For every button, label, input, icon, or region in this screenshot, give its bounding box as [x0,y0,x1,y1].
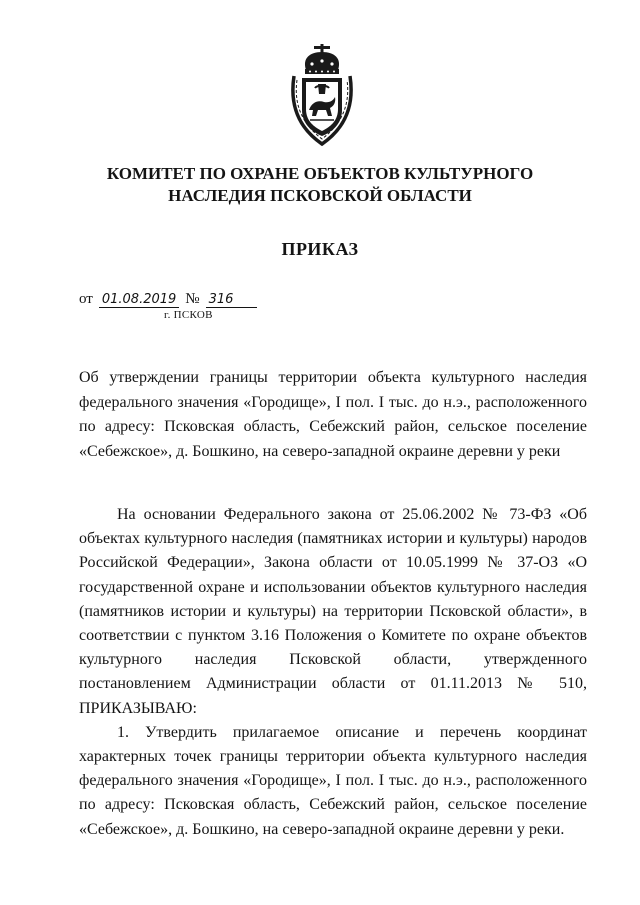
order-subject: Об утверждении границы территории объекта культурного наследия федерального значения «Городище», I пол. I тыс. до н.э., расположенного по адресу: Псковская область, Себежский район, сельское поселение «Себежское», д. Бошкино, на северо-западной окраине деревни у реки [79,369,587,460]
order-preamble: На основании Федерального закона от 25.06.2002 № 73-ФЗ «Об объектах культурного наследия (памятниках истории и культуры) народов Российской Федерации», Закона области от 10.05.1999 № 37-ОЗ «О государственной охране и использовании объектов культурного наследия (памятников истории и культуры) на территории Псковской области», в соответствии с пунктом 3.16 Положения о Комитете по охране объектов культурного наследия Псковской области, утвержденного постановлением Администрации области от 01.11.2013 № 510, ПРИКАЗЫВАЮ: [79,506,587,717]
order-date-number [79,289,257,310]
order-place: г. ПСКОВ [164,309,213,321]
order-number: 316 [206,292,258,308]
document-type-title: ПРИКАЗ [281,239,359,259]
coat-of-arms-icon [288,44,356,148]
order-item-1: 1. Утвердить прилагаемое описание и перечень координат характерных точек границы территории объекта культурного наследия федерального значения «Городище», I пол. I тыс. до н.э., расположенного по адресу: Псковская область, Себежский район, сельское поселение «Себежское», д. Бошкино, на северо-западной окраине деревни у реки. [79,723,587,838]
date-prefix: от [79,291,93,307]
order-body [79,503,587,842]
order-date: 01.08.2019 [99,292,179,308]
number-prefix: № [185,291,200,307]
organization-name [60,163,580,207]
organization-name-line2: НАСЛЕДИЯ ПСКОВСКОЙ ОБЛАСТИ [168,186,472,205]
organization-name-line1: КОМИТЕТ ПО ОХРАНЕ ОБЪЕКТОВ КУЛЬТУРНОГО [106,164,534,183]
